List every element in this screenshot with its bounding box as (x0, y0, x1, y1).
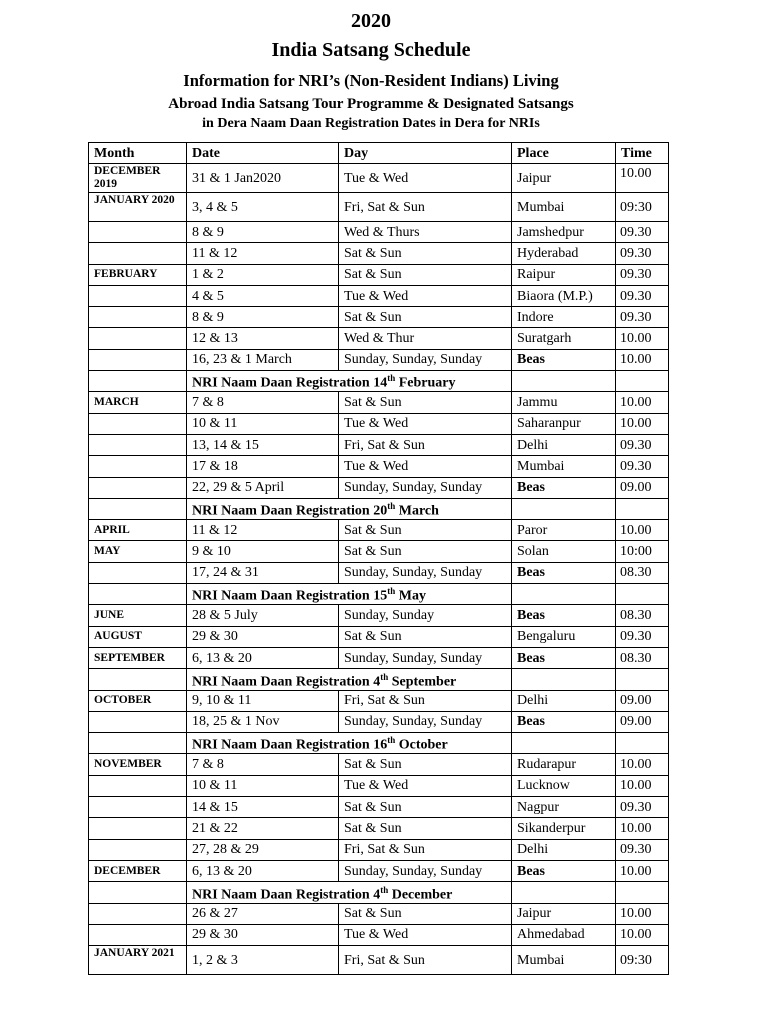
place-cell: Jaipur (512, 164, 616, 193)
day-cell: Sunday, Sunday, Sunday (339, 860, 512, 881)
time-cell: 09.00 (616, 477, 669, 498)
registration-text: NRI Naam Daan Registration 4 (192, 887, 381, 903)
registration-month: September (388, 674, 457, 690)
place-cell: Saharanpur (512, 413, 616, 434)
date-cell: 31 & 1 Jan2020 (187, 164, 339, 193)
date-cell: 1 & 2 (187, 264, 339, 285)
column-header-month: Month (89, 143, 187, 164)
registration-row (89, 498, 669, 519)
month-cell: FEBRUARY (89, 264, 187, 285)
place-cell: Hyderabad (512, 243, 616, 264)
table-row (89, 797, 669, 818)
place-cell (512, 371, 616, 392)
day-cell: Wed & Thurs (339, 222, 512, 243)
info-heading: Information for NRI’s (Non-Resident Indians) Living (183, 71, 559, 90)
table-row (89, 520, 669, 541)
time-cell: 10.00 (616, 349, 669, 370)
registration-ordinal: th (387, 373, 396, 384)
time-cell: 09.30 (616, 307, 669, 328)
month-cell (89, 733, 187, 754)
month-cell (89, 818, 187, 839)
place-cell: Mumbai (512, 946, 616, 975)
place-cell: Mumbai (512, 456, 616, 477)
table-header-row (89, 143, 669, 164)
registration-cell (187, 584, 512, 605)
registration-ordinal: th (387, 586, 396, 597)
time-cell: 10.00 (616, 328, 669, 349)
month-cell (89, 924, 187, 945)
day-cell: Sat & Sun (339, 392, 512, 413)
month-cell (89, 307, 187, 328)
time-cell: 09.00 (616, 690, 669, 711)
day-cell: Sat & Sun (339, 754, 512, 775)
time-cell: 09.00 (616, 711, 669, 732)
month-cell: AUGUST (89, 626, 187, 647)
day-cell: Sunday, Sunday, Sunday (339, 647, 512, 668)
date-cell: 28 & 5 July (187, 605, 339, 626)
time-cell (616, 371, 669, 392)
date-cell: 10 & 11 (187, 413, 339, 434)
month-cell (89, 456, 187, 477)
table-row (89, 946, 669, 975)
table-row (89, 711, 669, 732)
time-cell: 10.00 (616, 754, 669, 775)
place-cell: Sikanderpur (512, 818, 616, 839)
table-row (89, 307, 669, 328)
place-cell (512, 733, 616, 754)
place-cell (512, 882, 616, 903)
registration-text: NRI Naam Daan Registration 20 (192, 503, 388, 519)
time-cell: 09.30 (616, 434, 669, 455)
day-cell: Tue & Wed (339, 924, 512, 945)
date-cell: 18, 25 & 1 Nov (187, 711, 339, 732)
day-cell: Tue & Wed (339, 775, 512, 796)
date-cell: 22, 29 & 5 April (187, 477, 339, 498)
day-cell: Fri, Sat & Sun (339, 434, 512, 455)
place-cell: Beas (512, 605, 616, 626)
date-cell: 4 & 5 (187, 285, 339, 306)
place-cell: Jaipur (512, 903, 616, 924)
date-cell: 7 & 8 (187, 392, 339, 413)
day-cell: Tue & Wed (339, 164, 512, 193)
schedule-table (88, 142, 669, 975)
date-cell: 13, 14 & 15 (187, 434, 339, 455)
time-cell (616, 498, 669, 519)
schedule-title: India Satsang Schedule (271, 39, 471, 61)
day-cell: Tue & Wed (339, 456, 512, 477)
month-cell (89, 243, 187, 264)
month-cell: DECEMBER (89, 860, 187, 881)
time-cell: 09.30 (616, 797, 669, 818)
day-cell: Wed & Thur (339, 328, 512, 349)
date-cell: 8 & 9 (187, 307, 339, 328)
month-cell: NOVEMBER (89, 754, 187, 775)
month-cell (89, 328, 187, 349)
time-cell: 10.00 (616, 860, 669, 881)
place-cell: Beas (512, 711, 616, 732)
place-cell: Jammu (512, 392, 616, 413)
month-cell (89, 839, 187, 860)
place-cell: Paror (512, 520, 616, 541)
registration-ordinal: th (387, 735, 396, 746)
month-cell (89, 562, 187, 583)
month-cell: OCTOBER (89, 690, 187, 711)
table-row (89, 477, 669, 498)
date-cell: 29 & 30 (187, 626, 339, 647)
time-cell: 10.00 (616, 520, 669, 541)
schedule-table-body (89, 164, 669, 975)
date-cell: 11 & 12 (187, 243, 339, 264)
registration-cell (187, 882, 512, 903)
table-row (89, 562, 669, 583)
table-row (89, 349, 669, 370)
registration-cell (187, 733, 512, 754)
table-row (89, 264, 669, 285)
place-cell: Beas (512, 647, 616, 668)
time-cell: 09:30 (616, 946, 669, 975)
registration-cell (187, 371, 512, 392)
registration-text: NRI Naam Daan Registration 4 (192, 674, 381, 690)
place-cell: Delhi (512, 839, 616, 860)
registration-ordinal: th (380, 671, 389, 682)
registration-month: March (395, 503, 439, 519)
place-cell: Jamshedpur (512, 222, 616, 243)
day-cell: Sunday, Sunday, Sunday (339, 711, 512, 732)
time-cell: 10.00 (616, 924, 669, 945)
day-cell: Sunday, Sunday (339, 605, 512, 626)
place-cell: Mumbai (512, 193, 616, 222)
table-row (89, 285, 669, 306)
place-cell: Delhi (512, 690, 616, 711)
schedule-year: 2020 (351, 10, 391, 32)
time-cell: 10.00 (616, 775, 669, 796)
place-cell: Raipur (512, 264, 616, 285)
date-cell: 3, 4 & 5 (187, 193, 339, 222)
place-cell: Delhi (512, 434, 616, 455)
day-cell: Sunday, Sunday, Sunday (339, 349, 512, 370)
date-cell: 27, 28 & 29 (187, 839, 339, 860)
time-cell: 09.30 (616, 243, 669, 264)
day-cell: Sat & Sun (339, 264, 512, 285)
registration-month: February (395, 376, 456, 392)
month-cell (89, 477, 187, 498)
month-cell (89, 413, 187, 434)
time-cell: 08.30 (616, 647, 669, 668)
date-cell: 9, 10 & 11 (187, 690, 339, 711)
table-row (89, 647, 669, 668)
table-row (89, 924, 669, 945)
table-row (89, 775, 669, 796)
time-cell: 10.00 (616, 164, 669, 193)
date-cell: 1, 2 & 3 (187, 946, 339, 975)
registration-cell (187, 498, 512, 519)
day-cell: Sat & Sun (339, 520, 512, 541)
registration-text: NRI Naam Daan Registration 15 (192, 589, 388, 605)
month-cell: JUNE (89, 605, 187, 626)
place-cell: Lucknow (512, 775, 616, 796)
place-cell: Indore (512, 307, 616, 328)
registration-ordinal: th (387, 501, 396, 512)
registration-cell (187, 669, 512, 690)
month-cell (89, 584, 187, 605)
month-cell: JANUARY 2020 (89, 193, 187, 222)
day-cell: Sunday, Sunday, Sunday (339, 477, 512, 498)
day-cell: Fri, Sat & Sun (339, 193, 512, 222)
date-cell: 16, 23 & 1 March (187, 349, 339, 370)
month-cell (89, 797, 187, 818)
place-cell: Solan (512, 541, 616, 562)
month-cell (89, 903, 187, 924)
month-cell (89, 498, 187, 519)
time-cell: 09.30 (616, 839, 669, 860)
time-cell: 10.00 (616, 903, 669, 924)
month-cell (89, 285, 187, 306)
date-cell: 8 & 9 (187, 222, 339, 243)
place-cell: Ahmedabad (512, 924, 616, 945)
registration-row (89, 882, 669, 903)
date-cell: 29 & 30 (187, 924, 339, 945)
time-cell: 09.30 (616, 264, 669, 285)
place-cell: Suratgarh (512, 328, 616, 349)
time-cell (616, 882, 669, 903)
time-cell: 08.30 (616, 605, 669, 626)
place-cell: Rudarapur (512, 754, 616, 775)
registration-heading: in Dera Naam Daan Registration Dates in Dera for NRIs (202, 116, 540, 131)
registration-month: December (388, 887, 453, 903)
date-cell: 26 & 27 (187, 903, 339, 924)
day-cell: Sat & Sun (339, 903, 512, 924)
time-cell: 10:00 (616, 541, 669, 562)
column-header-place: Place (512, 143, 616, 164)
table-row (89, 328, 669, 349)
day-cell: Tue & Wed (339, 413, 512, 434)
registration-row (89, 584, 669, 605)
day-cell: Sat & Sun (339, 541, 512, 562)
registration-row (89, 371, 669, 392)
month-cell (89, 775, 187, 796)
table-row (89, 541, 669, 562)
month-cell (89, 711, 187, 732)
registration-row (89, 669, 669, 690)
time-cell (616, 584, 669, 605)
table-row (89, 413, 669, 434)
table-row (89, 456, 669, 477)
table-row (89, 754, 669, 775)
place-cell: Biaora (M.P.) (512, 285, 616, 306)
table-row (89, 434, 669, 455)
month-cell: JANUARY 2021 (89, 946, 187, 975)
place-cell: Beas (512, 562, 616, 583)
date-cell: 6, 13 & 20 (187, 860, 339, 881)
day-cell: Sat & Sun (339, 797, 512, 818)
table-row (89, 605, 669, 626)
column-header-day: Day (339, 143, 512, 164)
time-cell: 09.30 (616, 222, 669, 243)
date-cell: 17 & 18 (187, 456, 339, 477)
time-cell (616, 733, 669, 754)
table-row (89, 243, 669, 264)
day-cell: Tue & Wed (339, 285, 512, 306)
table-row (89, 860, 669, 881)
date-cell: 10 & 11 (187, 775, 339, 796)
table-row (89, 839, 669, 860)
place-cell: Beas (512, 349, 616, 370)
time-cell: 10.00 (616, 392, 669, 413)
day-cell: Sat & Sun (339, 626, 512, 647)
time-cell: 09.30 (616, 456, 669, 477)
day-cell: Sunday, Sunday, Sunday (339, 562, 512, 583)
table-row (89, 690, 669, 711)
place-cell: Bengaluru (512, 626, 616, 647)
place-cell: Beas (512, 477, 616, 498)
month-cell (89, 371, 187, 392)
place-cell (512, 498, 616, 519)
table-row (89, 222, 669, 243)
registration-month: October (395, 738, 448, 754)
month-cell: APRIL (89, 520, 187, 541)
place-cell (512, 669, 616, 690)
registration-row (89, 733, 669, 754)
month-cell: DECEMBER 2019 (89, 164, 187, 193)
column-header-time: Time (616, 143, 669, 164)
date-cell: 6, 13 & 20 (187, 647, 339, 668)
table-row (89, 193, 669, 222)
date-cell: 9 & 10 (187, 541, 339, 562)
day-cell: Fri, Sat & Sun (339, 946, 512, 975)
table-row (89, 626, 669, 647)
table-row (89, 392, 669, 413)
date-cell: 21 & 22 (187, 818, 339, 839)
place-cell: Nagpur (512, 797, 616, 818)
date-cell: 12 & 13 (187, 328, 339, 349)
month-cell (89, 882, 187, 903)
time-cell: 10.00 (616, 413, 669, 434)
place-cell: Beas (512, 860, 616, 881)
month-cell (89, 222, 187, 243)
registration-ordinal: th (380, 884, 389, 895)
date-cell: 17, 24 & 31 (187, 562, 339, 583)
day-cell: Sat & Sun (339, 307, 512, 328)
registration-text: NRI Naam Daan Registration 14 (192, 376, 388, 392)
month-cell (89, 349, 187, 370)
day-cell: Fri, Sat & Sun (339, 690, 512, 711)
table-row (89, 164, 669, 193)
month-cell: MARCH (89, 392, 187, 413)
programme-heading: Abroad India Satsang Tour Programme & Designated Satsangs (168, 96, 574, 112)
table-row (89, 903, 669, 924)
date-cell: 11 & 12 (187, 520, 339, 541)
month-cell (89, 669, 187, 690)
day-cell: Fri, Sat & Sun (339, 839, 512, 860)
month-cell: SEPTEMBER (89, 647, 187, 668)
time-cell: 10.00 (616, 818, 669, 839)
registration-text: NRI Naam Daan Registration 16 (192, 738, 388, 754)
time-cell: 08.30 (616, 562, 669, 583)
time-cell: 09.30 (616, 285, 669, 306)
registration-month: May (395, 589, 426, 605)
place-cell (512, 584, 616, 605)
column-header-date: Date (187, 143, 339, 164)
day-cell: Sat & Sun (339, 818, 512, 839)
month-cell (89, 434, 187, 455)
time-cell: 09:30 (616, 193, 669, 222)
date-cell: 7 & 8 (187, 754, 339, 775)
time-cell: 09.30 (616, 626, 669, 647)
month-cell: MAY (89, 541, 187, 562)
table-row (89, 818, 669, 839)
date-cell: 14 & 15 (187, 797, 339, 818)
time-cell (616, 669, 669, 690)
day-cell: Sat & Sun (339, 243, 512, 264)
